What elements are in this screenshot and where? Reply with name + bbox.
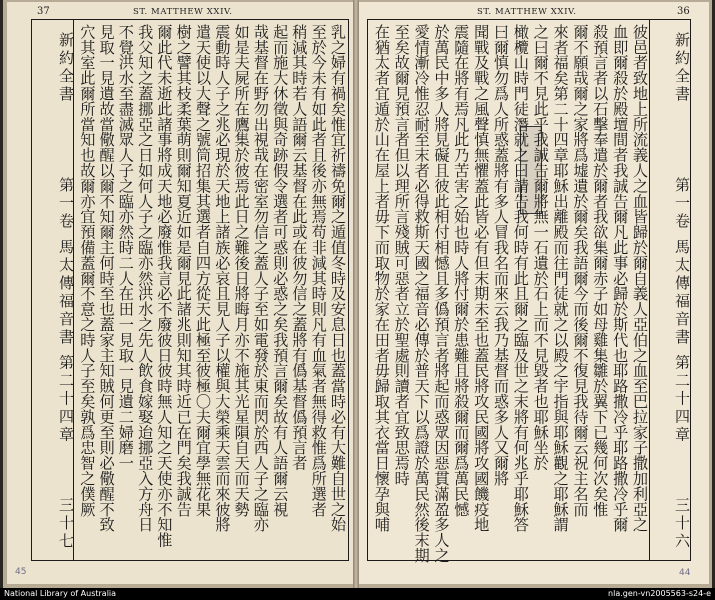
open-book [3,0,712,588]
text-column: 我父知之蓋挪亞之日如何人子之臨亦然洪水之先人飲食嫁娶迨挪亞入方舟日 [136,24,155,533]
text-column: 起而施大休徵與奇跡假令選者可惑則必惑之矣我預言爾矣故有人語爾云視 [271,24,290,517]
text-column: 遣天使以大聲之號筒招集其選者自四方從天此極至彼極〇夫爾宜學無花果 [193,24,212,517]
left-page-header: ST. MATTHEW XXIV. [133,7,233,17]
text-column: 之曰爾不見此乎我誠告爾將無一石遺於石上而不見毀者也耶穌坐於 [531,24,550,471]
left-page [7,2,353,584]
text-column: 稍減其時若人語爾云基督在此或在彼勿信之蓋將有僞基督僞預言者 [290,24,309,471]
text-column: 彼邑者致地上所流義人之血皆歸於爾自義人亞伯之血至巴拉家子撒加利亞之 [630,24,649,533]
right-page-header: ST. MATTHEW XXIV. [477,7,577,17]
text-column: 於萬民中多人將見礙且彼此相付相憾且多僞預言者將起而惑眾因惡貫滿盈多人之 [432,24,451,563]
text-column: 見取一見遺故當儆醒以爾不知爾主何時至也蓋家主知賊何更至則必儆醒不致 [97,24,116,533]
text-column: 殺預言者以石擊奉遣於爾者我欲集爾赤子如母雞集雛於翼下已幾何次矣惟 [591,24,610,517]
left-side-title: 新約全書 [57,32,75,104]
text-column: 血即爾殺於殿壇間者我誠告爾凡此事必歸於斯代也耶路撒冷乎耶路撒冷乎爾 [611,24,630,533]
left-side-page-label: 三十七 [57,497,75,551]
footer-identifier: nla.gen-vn2005563-s24-e [608,589,711,598]
text-column: 哉基督在野勿出視哉在密室勿信之蓋人子至如電發於東而閃於西人子之臨亦 [251,24,270,533]
text-column: 愛情漸冷惟忍耐至末者必得救斯天國之福音必傳於普天下以爲證於萬民然後末期 [412,24,431,563]
text-column: 橄欖山時門徒潛就之曰請告我何時有此且爾之臨及世之末將有何兆乎耶穌答 [511,24,530,533]
right-side-title: 新約全書 [673,32,691,104]
text-column: 乳之婦有禍矣惟宜祈禱免爾之遁值冬時及安息日也蓋當時必有大難自世之始 [328,24,347,533]
right-side-chapter: 第一卷 馬太傳福音書 第二十四章 [673,177,691,445]
text-column: 不覺洪水至盡滅眾人子之臨亦然時二人在田一見取一見遺二婦磨一 [116,24,135,471]
text-column: 在猶太者宜遁於山在屋上者毋下而取物於家在田者毋歸取其衣當日懷孕與哺 [372,24,391,533]
text-column: 樹之譬其枝柔葉萌則爾知夏近如是爾見此諸兆則知其時近已在門矣我誠告 [174,24,193,517]
text-column: 至於今未有如此者且後亦無焉苟非減其時則凡有血氣者無得救惟爲所選者 [309,24,328,517]
left-pencil-mark: 45 [15,567,27,577]
left-side-chapter: 第一卷 馬太傳福音書 第二十四章 [57,177,75,445]
text-column: 至矣故爾見預言者但以理所言殘賊可惡者立於聖處則讀者宜致思焉時 [392,24,411,486]
right-page-number: 36 [677,6,690,17]
text-column: 穴其室此爾所當知也故爾亦宜預備蓋爾不意之時人子至矣孰爲忠智之僕厥 [78,24,97,517]
right-page [359,2,709,584]
footer-library-name: National Library of Australia [4,589,117,598]
text-column: 震隨在將有焉凡此乃苦害之始也時人將付爾於患難且將殺爾而爾爲萬民憾 [452,24,471,517]
scan-footer [0,588,715,600]
text-column: 爾此代未逝此諸事將成天地必廢惟我言必不廢彼日彼時無人知之天使亦不知惟 [155,24,174,548]
text-column: 震動時人子之兆必現於天地上諸族必哀且見人子以權與大榮乘天雲而來彼將 [213,24,232,533]
left-page-number: 37 [37,6,50,17]
text-column: 如是夫屍所在鷹集於彼焉此日之難後日將晦月亦不施其光星隕自天而天勢 [232,24,251,517]
text-column: 來者福矣第二十四章耶穌出離殿而往門徒就之以殿之宇指與耶穌觀之耶穌謂 [551,24,570,533]
text-column: 曰爾慎勿爲人所惑蓋將有多人冒我名而來云我乃基督而惑多人又爾將 [491,24,510,486]
right-pencil-mark: 44 [679,568,691,578]
right-page-side-rule [649,19,650,561]
text-column: 爾不願哉爾之家將爲墟遺於爾矣我語爾今而後爾不復見我待爾云祝主名而 [571,24,590,517]
text-column: 聞戰及戰之風聲慎無懼蓋此皆必有但末期未至也蓋民將攻民國將攻國饑疫地 [472,24,491,533]
right-side-page-label: 三十六 [673,497,691,551]
